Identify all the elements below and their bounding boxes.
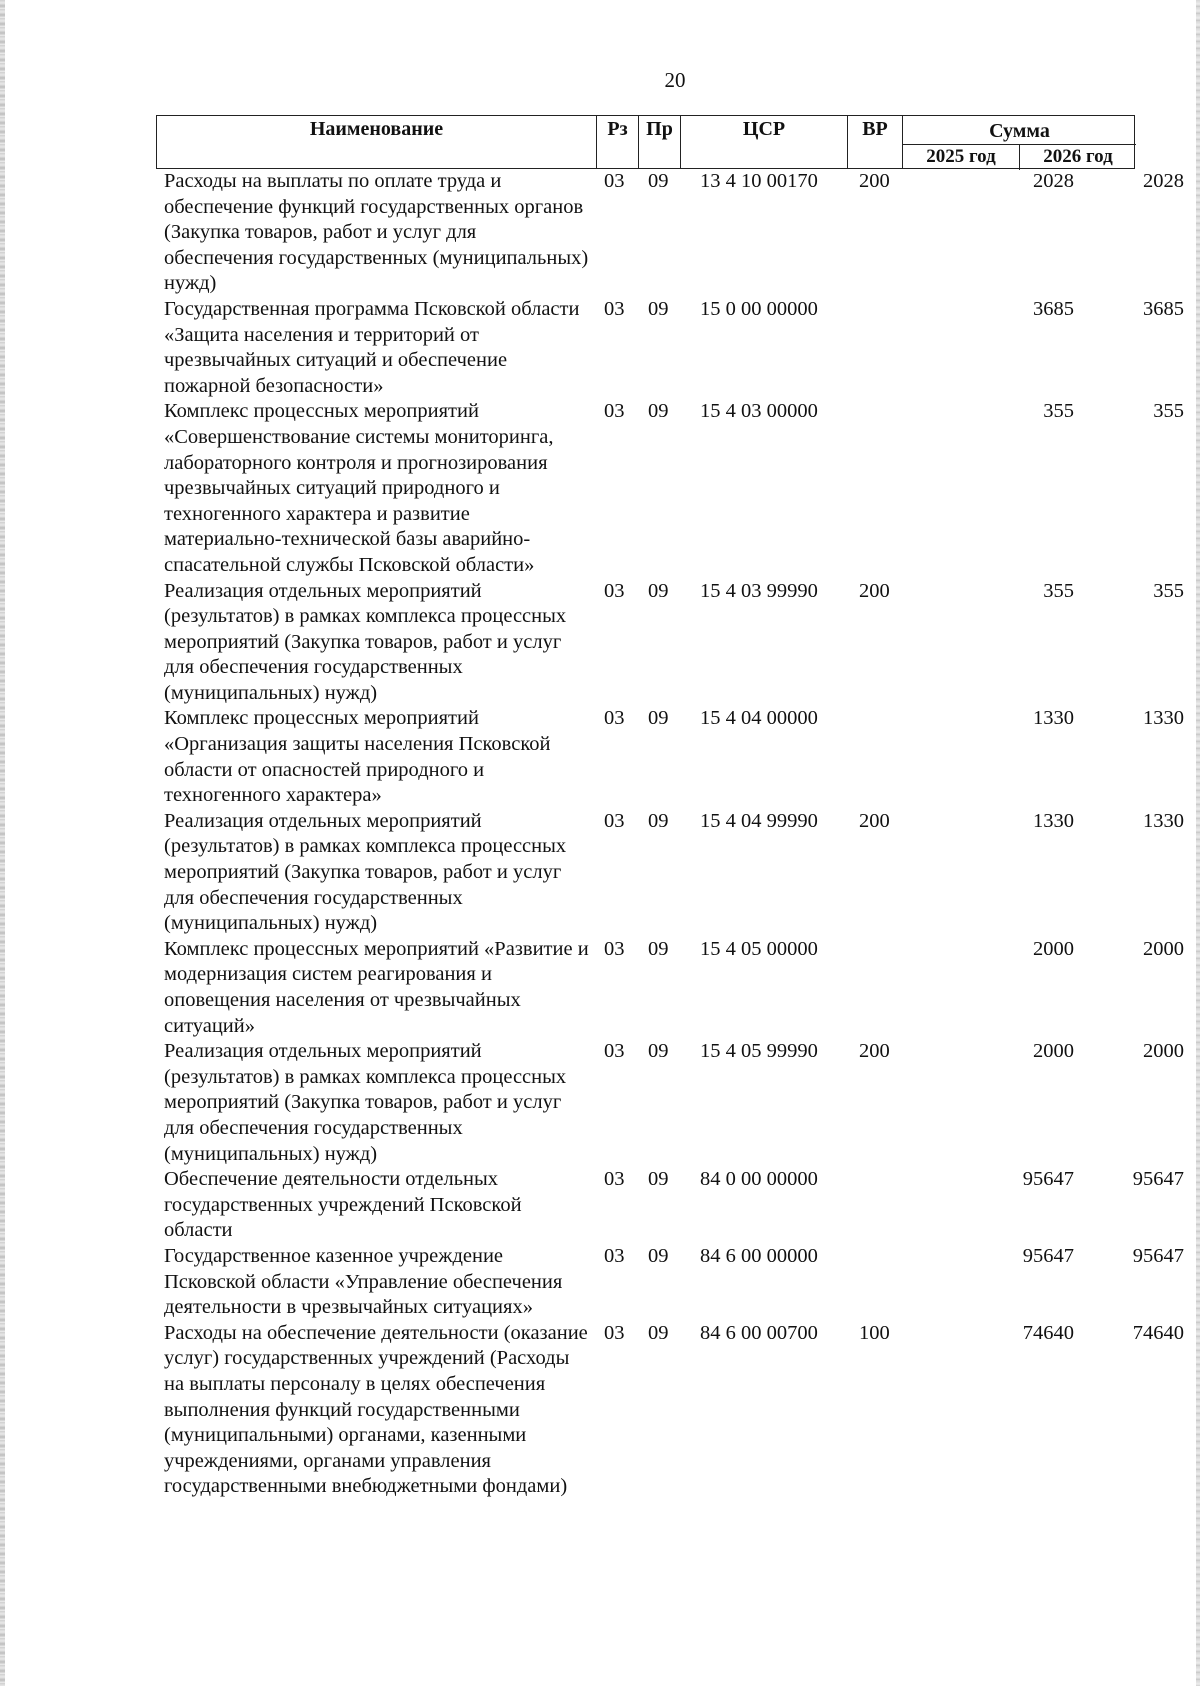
row-rz: 03 <box>604 170 625 192</box>
table-row <box>164 937 1184 1039</box>
table-row <box>164 1039 1184 1167</box>
row-sum-2025: 1330 <box>1033 809 1074 832</box>
header-csr: ЦСР <box>681 116 848 168</box>
table-row <box>164 399 1184 578</box>
row-rz: 03 <box>604 1244 625 1267</box>
row-sum-2026: 2000 <box>1143 937 1184 960</box>
row-name: Государственное казенное учреждение Псковской области «Управление обеспечения деятельности в чрезвычайных ситуациях» <box>164 1244 563 1319</box>
table-body <box>164 169 1184 1500</box>
row-csr: 15 4 04 00000 <box>700 707 818 730</box>
row-sum-2025: 355 <box>1043 579 1074 602</box>
row-sum-2026: 355 <box>1153 400 1184 423</box>
row-csr: 15 0 00 00000 <box>700 297 818 320</box>
row-vr: 100 <box>859 1321 890 1344</box>
row-csr: 13 4 10 00170 <box>700 170 818 192</box>
row-rz: 03 <box>604 707 625 730</box>
table-row <box>164 169 1184 297</box>
table-row <box>164 809 1184 937</box>
header-years <box>903 144 1136 170</box>
row-sum-2026: 95647 <box>1132 1244 1184 1267</box>
table-row <box>164 1321 1184 1500</box>
row-sum-2025: 3685 <box>1033 297 1074 320</box>
row-name: Государственная программа Псковской области «Защита населения и территорий от чрезвычайных ситуаций и обеспечение пожарной безопасности» <box>164 297 580 397</box>
row-rz: 03 <box>604 1040 625 1063</box>
row-sum-2026: 3685 <box>1143 297 1184 320</box>
row-pr: 09 <box>648 809 669 832</box>
row-pr: 09 <box>648 297 669 320</box>
row-pr: 09 <box>648 1244 669 1267</box>
row-name: Реализация отдельных мероприятий (результатов) в рамках комплекса процессных мероприятий (Закупка товаров, работ и услуг для обеспечения государственных (муниципальных) нужд) <box>164 579 567 704</box>
row-rz: 03 <box>604 400 625 423</box>
header-rz: Рз <box>597 116 639 168</box>
table-row <box>164 297 1184 399</box>
row-pr: 09 <box>648 937 669 960</box>
row-pr: 09 <box>648 707 669 730</box>
row-vr: 200 <box>859 579 890 602</box>
row-name: Комплекс процессных мероприятий «Организация защиты населения Псковской области от опасностей природного и техногенного характера» <box>164 707 551 807</box>
table-row <box>164 706 1184 808</box>
header-name: Наименование <box>157 116 597 168</box>
header-vr: ВР <box>848 116 903 168</box>
page-number: 20 <box>664 68 686 92</box>
row-name: Расходы на обеспечение деятельности (оказание услуг) государственных учреждений (Расходы на выплаты персоналу в целях обеспечения выполнения функций государственными (муниципальными) органами, казенными учреждениями, органами управления государственными внебюджетными фондами) <box>164 1321 588 1498</box>
row-vr: 200 <box>859 809 890 832</box>
row-sum-2025: 74640 <box>1022 1321 1074 1344</box>
row-pr: 09 <box>648 400 669 423</box>
header-sum: Сумма 2025 год 2026 год <box>903 116 1136 168</box>
row-sum-2025: 2000 <box>1033 1040 1074 1063</box>
row-sum-2026: 1330 <box>1143 707 1184 730</box>
row-csr: 84 6 00 00000 <box>700 1244 818 1267</box>
row-rz: 03 <box>604 1168 625 1191</box>
row-csr: 15 4 03 00000 <box>700 400 818 423</box>
row-rz: 03 <box>604 297 625 320</box>
row-sum-2026: 74640 <box>1132 1321 1184 1344</box>
header-pr: Пр <box>639 116 681 168</box>
row-rz: 03 <box>604 579 625 602</box>
row-sum-2026: 1330 <box>1143 809 1184 832</box>
row-name: Комплекс процессных мероприятий «Совершенствование системы мониторинга, лабораторного контроля и прогнозирования чрезвычайных ситуаций природного и техногенного характера и развитие материально-технической базы аварийно-спасательной службы Псковской области» <box>164 400 554 576</box>
table-header <box>156 115 1135 169</box>
row-name: Реализация отдельных мероприятий (результатов) в рамках комплекса процессных мероприятий (Закупка товаров, работ и услуг для обеспечения государственных (муниципальных) нужд) <box>164 809 567 935</box>
row-name: Комплекс процессных мероприятий «Развитие и модернизация систем реагирования и оповещения населения от чрезвычайных ситуаций» <box>164 937 589 1037</box>
row-pr: 09 <box>648 1168 669 1191</box>
table-row <box>164 1167 1184 1244</box>
table-row <box>164 1244 1184 1321</box>
row-csr: 84 6 00 00700 <box>700 1321 818 1344</box>
header-year-2025: 2025 год <box>903 145 1020 170</box>
row-pr: 09 <box>648 170 669 192</box>
row-sum-2026: 2028 <box>1143 170 1184 192</box>
row-name: Расходы на выплаты по оплате труда и обеспечение функций государственных органов (Закупка товаров, работ и услуг для обеспечения государственных (муниципальных) нужд) <box>164 170 589 295</box>
table-row <box>164 579 1184 707</box>
row-name: Реализация отдельных мероприятий (результатов) в рамках комплекса процессных мероприятий (Закупка товаров, работ и услуг для обеспечения государственных (муниципальных) нужд) <box>164 1040 567 1165</box>
row-rz: 03 <box>604 937 625 960</box>
row-rz: 03 <box>604 1321 625 1344</box>
row-sum-2026: 95647 <box>1132 1168 1184 1191</box>
row-sum-2025: 95647 <box>1022 1168 1074 1191</box>
row-sum-2025: 2000 <box>1033 937 1074 960</box>
row-csr: 15 4 04 99990 <box>700 809 818 832</box>
header-year-2026: 2026 год <box>1043 146 1113 167</box>
row-csr: 15 4 03 99990 <box>700 579 818 602</box>
row-vr: 200 <box>859 1040 890 1063</box>
row-sum-2026: 2000 <box>1143 1040 1184 1063</box>
row-vr: 200 <box>859 170 890 192</box>
scan-edge-right <box>1196 0 1200 1686</box>
row-sum-2025: 2028 <box>1033 170 1074 192</box>
row-pr: 09 <box>648 1040 669 1063</box>
row-pr: 09 <box>648 1321 669 1344</box>
row-sum-2025: 355 <box>1043 400 1074 423</box>
row-csr: 84 0 00 00000 <box>700 1168 818 1191</box>
scan-edge-left <box>0 0 5 1686</box>
row-sum-2025: 1330 <box>1033 707 1074 730</box>
row-rz: 03 <box>604 809 625 832</box>
row-pr: 09 <box>648 579 669 602</box>
row-sum-2025: 95647 <box>1022 1244 1074 1267</box>
row-csr: 15 4 05 99990 <box>700 1040 818 1063</box>
row-csr: 15 4 05 00000 <box>700 937 818 960</box>
row-name: Обеспечение деятельности отдельных государственных учреждений Псковской области <box>164 1168 522 1242</box>
row-sum-2026: 355 <box>1153 579 1184 602</box>
